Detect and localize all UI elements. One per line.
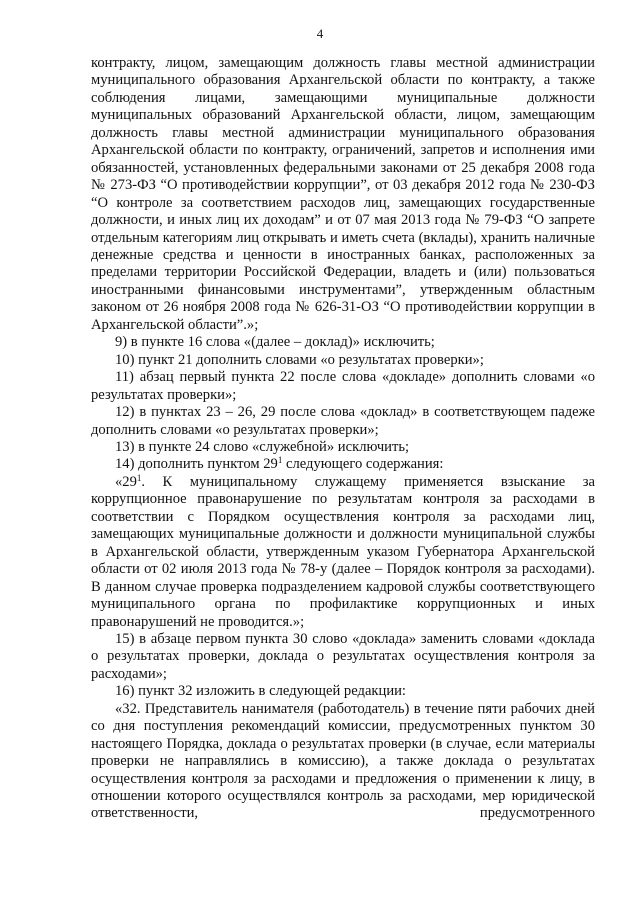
- paragraph-item-13: 13) в пункте 24 слово «служебной» исключить;: [115, 438, 410, 455]
- point-29-1-number: «29: [115, 473, 137, 490]
- paragraph-continuation: контракту, лицом, замещающим должность главы местной администрации муниципального образования Архангельской области по контракту, а также соблюдения лицами, замещающими муниципальные должности муниципальных образований Архангельской области, лицом, замещающим должность главы местной администрации муниципального образования Архангельской области по контракту, ограничений, запретов и исполнения ими обязанностей, установленных федеральными законами от 25 декабря 2008 года № 273-ФЗ “О противодействии коррупции”, от 03 декабря 2012 года № 230-ФЗ “О контроле за соответствием расходов лиц, замещающих государственные должности, и иных лиц их доходам” и от 07 мая 2013 года № 79-ФЗ “О запрете отдельным категориям лиц открывать и иметь счета (вклады), хранить наличные денежные средства и ценности в иностранных банках, расположенных за пределами территории Российской Федерации, владеть и (или) пользоваться иностранными финансовыми инструментами”, утвержденным областным законом от 26 ноября 2008 года № 626-31-ОЗ “О противодействии коррупции в Архангельской области”.»;: [91, 55, 595, 333]
- paragraph-point-32: «32. Представитель нанимателя (работодатель) в течение пяти рабочих дней со дня поступления рекомендаций комиссии, предусмотренных пунктом 30 настоящего Порядка, доклада о результатах проверки (в случае, если материалы проверки не направлялись в комиссию), а также доклада о результатах осуществления контроля за расходами и предложения о применении к лицу, в отношении которого осуществлялся контроль за расходами, мер юридической ответственности, предусмотренного: [91, 700, 595, 822]
- paragraph-item-9: 9) в пункте 16 слова «(далее – доклад)» исключить;: [115, 334, 435, 351]
- paragraph-item-14-tail: следующего содержания:: [282, 456, 444, 473]
- paragraph-point-29-1: [91, 474, 595, 631]
- superscript-marker: 1: [277, 455, 283, 466]
- paragraph-item-10: 10) пункт 21 дополнить словами «о результатах проверки»;: [115, 351, 484, 368]
- superscript-marker: 1: [136, 472, 142, 483]
- point-29-1-text: . К муниципальному служащему применяется взыскание за коррупционное правонарушение по результатам контроля за расходами в соответствии с Порядком осуществления контроля за расходами лиц, замещающих муниципальные должности и должности муниципальной службы в Архангельской области, утвержденным указом Губернатора Архангельской области от 02 июля 2013 года № 78-у (далее – Порядок контроля за расходами). В данном случае проверка подразделением кадровой службы соответствующего муниципального органа по профилактике коррупционных и иных правонарушений не проводится.»;: [91, 473, 595, 630]
- paragraph-item-14: [91, 456, 595, 473]
- page-number: 4: [316, 26, 324, 41]
- paragraph-item-12: 12) в пунктах 23 – 26, 29 после слова «доклад» в соответствующем падеже дополнить словами «о результатах проверки»;: [91, 404, 595, 438]
- paragraph-item-15: 15) в абзаце первом пункта 30 слово «доклада» заменить словами «доклада о результатах проверки, доклада о результатах осуществления контроля за расходами»;: [91, 630, 595, 682]
- paragraph-item-11: 11) абзац первый пункта 22 после слова «докладе» дополнить словами «о результатах проверки»;: [91, 369, 595, 403]
- paragraph-item-16: 16) пункт 32 изложить в следующей редакции:: [115, 683, 406, 700]
- paragraph-item-14-head: 14) дополнить пунктом 29: [115, 456, 278, 473]
- document-body: [91, 55, 595, 823]
